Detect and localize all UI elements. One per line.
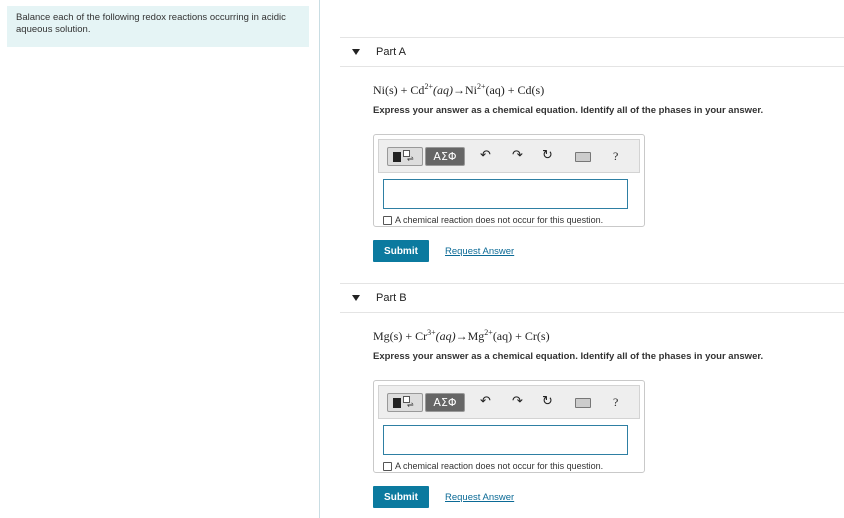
equation-phase: (aq) + Cd(s) — [485, 83, 545, 97]
part-b-answer-box — [373, 380, 645, 473]
no-reaction-label: A chemical reaction does not occur for this question. — [395, 461, 604, 471]
keyboard-icon[interactable] — [575, 152, 591, 162]
help-button[interactable]: ? — [613, 149, 619, 163]
redo-icon[interactable]: ↷ — [512, 148, 523, 163]
equation-term: Mg(s) + Cr — [373, 329, 428, 343]
greek-symbols-button[interactable]: ΑΣΦ — [425, 147, 465, 166]
no-reaction-checkbox[interactable] — [383, 462, 392, 471]
greek-symbols-button[interactable]: ΑΣΦ — [425, 393, 465, 412]
reset-icon[interactable]: ↻ — [542, 148, 553, 163]
reaction-arrow: → — [452, 83, 465, 97]
reaction-arrow: → — [455, 329, 468, 343]
equation-term: Mg — [467, 329, 485, 343]
part-a-header[interactable] — [340, 37, 844, 67]
templates-button[interactable] — [387, 393, 423, 412]
part-a-equation — [373, 82, 544, 98]
part-b-instructions: Express your answer as a chemical equation. Identify all of the phases in your answer. — [373, 351, 764, 362]
equation-charge: 2+ — [476, 82, 486, 91]
caret-down-icon — [352, 295, 360, 301]
part-b-header[interactable] — [340, 283, 844, 313]
keyboard-icon[interactable] — [575, 398, 591, 408]
submit-button[interactable]: Submit — [373, 486, 429, 508]
redo-icon[interactable]: ↷ — [512, 394, 523, 409]
no-reaction-option[interactable] — [383, 215, 603, 225]
template-arrow-icon: ⇌ — [407, 154, 414, 163]
intro-text: Balance each of the following redox reactions occurring in acidic aqueous solution. — [16, 12, 286, 35]
help-button[interactable]: ? — [613, 395, 619, 409]
equation-toolbar — [378, 139, 640, 173]
submit-button[interactable]: Submit — [373, 240, 429, 262]
request-answer-link[interactable]: Request Answer — [445, 492, 515, 503]
request-answer-link[interactable]: Request Answer — [445, 246, 515, 257]
part-b-equation — [373, 328, 550, 344]
part-a-instructions: Express your answer as a chemical equation. Identify all of the phases in your answer. — [373, 105, 764, 116]
templates-button[interactable] — [387, 147, 423, 166]
caret-down-icon — [352, 49, 360, 55]
template-block-icon — [393, 152, 401, 162]
answer-input[interactable] — [383, 179, 628, 209]
equation-phase: (aq) — [432, 83, 453, 97]
part-a-title: Part A — [376, 46, 406, 58]
no-reaction-label: A chemical reaction does not occur for this question. — [395, 215, 604, 225]
equation-term: Ni — [464, 83, 477, 97]
template-block-icon — [393, 398, 401, 408]
template-arrow-icon: ⇌ — [407, 400, 414, 409]
answer-input[interactable] — [383, 425, 628, 455]
equation-charge: 3+ — [427, 328, 436, 337]
part-b-title: Part B — [376, 292, 407, 304]
no-reaction-option[interactable] — [383, 461, 603, 471]
undo-icon[interactable]: ↶ — [480, 148, 491, 163]
intro-instructions — [7, 6, 309, 47]
equation-charge: 2+ — [484, 328, 493, 337]
left-pane — [0, 0, 320, 518]
no-reaction-checkbox[interactable] — [383, 216, 392, 225]
reset-icon[interactable]: ↻ — [542, 394, 553, 409]
equation-charge: 2+ — [424, 82, 433, 91]
part-a-answer-box — [373, 134, 645, 227]
equation-phase: (aq) + Cr(s) — [492, 329, 550, 343]
equation-term: Ni(s) + Cd — [373, 83, 425, 97]
undo-icon[interactable]: ↶ — [480, 394, 491, 409]
equation-toolbar — [378, 385, 640, 419]
equation-phase: (aq) — [435, 329, 456, 343]
